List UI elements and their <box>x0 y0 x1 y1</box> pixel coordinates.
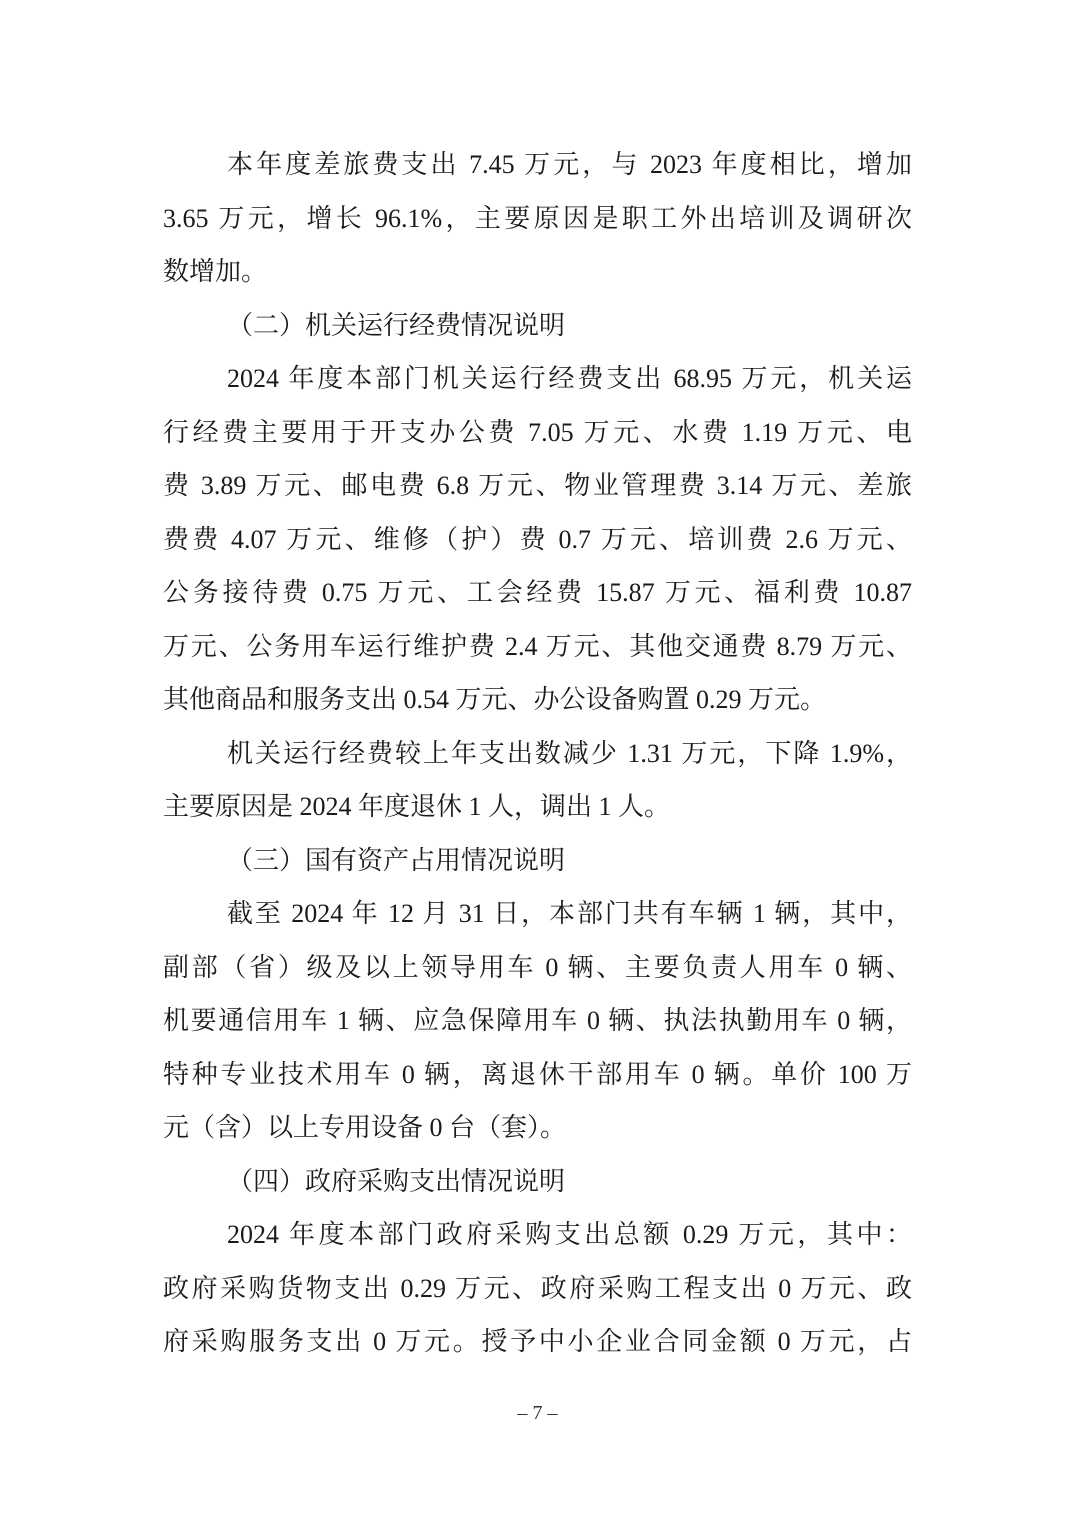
text-line: 3.65 万元，增长 96.1%，主要原因是职工外出培训及调研次 <box>163 203 912 233</box>
text-line: 费 3.89 万元、邮电费 6.8 万元、物业管理费 3.14 万元、差旅 <box>163 471 912 500</box>
text-line: 截至 2024 年 12 月 31 日，本部门共有车辆 1 辆，其中， <box>227 899 912 928</box>
text-line: 府采购服务支出 0 万元。授予中小企业合同金额 0 万元，占 <box>163 1327 912 1356</box>
text-line: 机要通信用车 1 辆、应急保障用车 0 辆、执法执勤用车 0 辆， <box>163 1006 912 1035</box>
text-line: 行经费主要用于开支办公费 7.05 万元、水费 1.19 万元、电 <box>163 417 912 447</box>
text-line: 元（含）以上专用设备 0 台（套）。 <box>163 1113 567 1142</box>
text-line: 万元、公务用车运行维护费 2.4 万元、其他交通费 8.79 万元、 <box>163 631 912 661</box>
section-heading: （三）国有资产占用情况说明 <box>227 845 566 875</box>
page-number: – 7 – <box>517 1402 558 1424</box>
text-line: 本年度差旅费支出 7.45 万元，与 2023 年度相比，增加 <box>227 150 912 179</box>
text-line: 主要原因是 2024 年度退休 1 人，调出 1 人。 <box>163 792 671 821</box>
text-line: 2024 年度本部门政府采购支出总额 0.29 万元，其中： <box>227 1220 912 1249</box>
section-heading: （二）机关运行经费情况说明 <box>227 310 566 340</box>
text-line: 其他商品和服务支出 0.54 万元、办公设备购置 0.29 万元。 <box>163 685 827 714</box>
text-line: 副部（省）级及以上领导用车 0 辆、主要负责人用车 0 辆、 <box>163 952 912 982</box>
text-line: 公务接待费 0.75 万元、工会经费 15.87 万元、福利费 10.87 <box>163 578 912 607</box>
text-line: 数增加。 <box>163 257 268 286</box>
text-line: 政府采购货物支出 0.29 万元、政府采购工程支出 0 万元、政 <box>163 1273 912 1303</box>
text-line: 费费 4.07 万元、维修（护）费 0.7 万元、培训费 2.6 万元、 <box>163 524 912 554</box>
text-line: 机关运行经费较上年支出数减少 1.31 万元，下降 1.9%， <box>227 738 912 768</box>
text-line: 特种专业技术用车 0 辆，离退休干部用车 0 辆。单价 100 万 <box>163 1059 912 1089</box>
page-body <box>163 138 912 1369</box>
text-line: 2024 年度本部门机关运行经费支出 68.95 万元，机关运 <box>227 364 912 393</box>
page-footer <box>0 1398 1075 1428</box>
section-heading: （四）政府采购支出情况说明 <box>227 1166 566 1196</box>
